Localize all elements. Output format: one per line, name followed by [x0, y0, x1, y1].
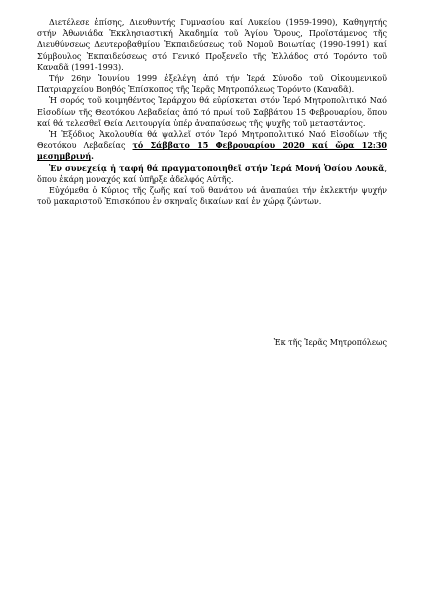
funeral-date-highlight: τό Σάββατο 15 Φεβρουαρίου 2020 καί ὥρα 12:30 μεσημβρινή: [37, 140, 387, 162]
document-page: [37, 17, 387, 347]
text-segment: Ἡ σορός τοῦ κοιμηθέντος Ἱεράρχου θά εὑρίσκεται στόν Ἱερό Μητροπολιτικό Ναό Εἰσοδίων τῆς Θεοτόκου Λεβαδείας ἀπό τό πρωί τοῦ Σαββάτου 15 Φεβρουαρίου, ὅπου καί θά τελεσθεῖ Θεία Λειτουργία ὑπέρ ἀναπαύσεως τῆς ψυχῆς τοῦ μεταστάντος.: [37, 96, 387, 128]
text-segment: Εὐχόμεθα ὁ Κύριος τῆς ζωῆς καί τοῦ θανάτου νά ἀναπαύει τήν ἐκλεκτήν ψυχήν τοῦ μακαριστοῦ Ἐπισκόπου ἐν σκηναῖς δικαίων καί ἐν χώρᾳ ζώντων.: [37, 186, 387, 207]
text-segment: , ὅπου ἐκάρη μοναχός καί ὑπῆρξε ἀδελφός Αὐτῆς.: [37, 163, 387, 184]
paragraph-career: [37, 17, 387, 73]
paragraph-burial: [37, 163, 387, 185]
text-segment: Τήν 26ην Ἰουνίου 1999 ἐξελέγη ἀπό τήν Ἱερά Σύνοδο τοῦ Οἰκουμενικοῦ Πατριαρχείου Βοηθός Ἐπίσκοπος τῆς Ἱερᾶς Μητροπόλεως Τορόντο (Καναδᾶ).: [37, 74, 387, 95]
signature-line: Ἐκ τῆς Ἱερᾶς Μητροπόλεως: [273, 338, 387, 347]
paragraph-prayer: [37, 185, 387, 207]
text-segment: Διετέλεσε ἐπίσης, Διευθυντής Γυμνασίου καί Λυκείου (1959-1990), Καθηγητής στήν Ἀθωνιάδα Ἐκκλησιαστική Ἀκαδημία τοῦ Ἁγίου Ὄρους, Προϊστάμενος τῆς Διευθύνσεως Δευτεροβαθμίου Ἐκπαιδεύσεως τοῦ Νομοῦ Βοιωτίας (1990-1991) καί Σύμβουλος Ἐκπαιδεύσεως στό Γενικό Προξενεῖο τῆς Ἑλλάδος στό Τορόντο τοῦ Καναδᾶ (1991-1993).: [37, 18, 387, 72]
paragraph-relics: [37, 95, 387, 129]
text-segment: Ἡ Ἐξόδιος Ἀκολουθία θά ψαλλεῖ στόν Ἱερό Μητροπολιτικό Ναό Εἰσοδίων τῆς Θεοτόκου Λεβαδείας: [37, 130, 387, 151]
text-segment-period: .: [91, 151, 94, 162]
burial-location-highlight: Ἐν συνεχείᾳ ἡ ταφή θά πραγματοποιηθεῖ στήν Ἱερά Μονή Ὁσίου Λουκᾶ: [49, 162, 385, 173]
paragraph-election: [37, 73, 387, 95]
paragraph-funeral-service: [37, 129, 387, 163]
